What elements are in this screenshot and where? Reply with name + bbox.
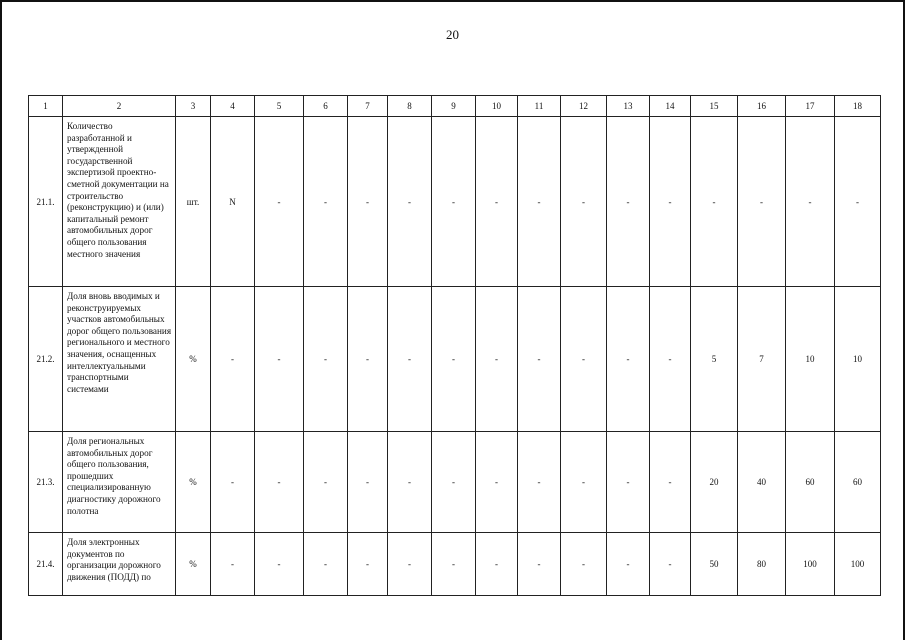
column-header-5: 5 [255,96,304,117]
indicator-description: Количество разработанной и утвержденной государственной экспертизой проектно-сметной документации на строительство (реконструкцию) и (или) капитальный ремонт автомобильных дорог общего пользования местного значения [63,117,176,287]
value-cell: - [348,117,388,287]
value-cell: - [432,533,476,596]
column-header-13: 13 [607,96,650,117]
unit-cell: % [176,533,211,596]
value-cell: - [255,533,304,596]
value-cell: - [388,533,432,596]
value-cell: - [304,287,348,432]
value-cell: - [255,287,304,432]
indicator-description: Доля электронных документов по организации дорожного движения (ПОДД) по [63,533,176,596]
column-header-1: 1 [29,96,63,117]
page-number: 20 [446,27,459,42]
table-row [29,432,881,533]
value-cell: - [432,117,476,287]
table-row [29,533,881,596]
value-cell: N [211,117,255,287]
row-number: 21.1. [29,117,63,287]
value-cell: - [607,117,650,287]
value-cell: - [432,432,476,533]
value-cell: - [348,533,388,596]
value-cell: - [388,432,432,533]
value-cell: - [304,432,348,533]
indicators-table [28,95,881,596]
column-header-9: 9 [432,96,476,117]
row-number: 21.3. [29,432,63,533]
value-cell: - [432,287,476,432]
value-cell: 20 [691,432,738,533]
column-header-15: 15 [691,96,738,117]
column-header-16: 16 [738,96,786,117]
indicator-description: Доля вновь вводимых и реконструируемых участков автомобильных дорог общего пользования регионального и местного значения, оснащенных интеллектуальными транспортными системами [63,287,176,432]
value-cell: - [738,117,786,287]
column-header-4: 4 [211,96,255,117]
value-cell: - [518,533,561,596]
value-cell: - [607,533,650,596]
value-cell: - [518,287,561,432]
value-cell: 10 [786,287,835,432]
value-cell: - [561,533,607,596]
value-cell: - [476,432,518,533]
value-cell: 50 [691,533,738,596]
column-header-7: 7 [348,96,388,117]
row-number: 21.4. [29,533,63,596]
column-header-12: 12 [561,96,607,117]
value-cell: - [561,287,607,432]
header-row [29,96,881,117]
value-cell: - [388,287,432,432]
column-header-6: 6 [304,96,348,117]
value-cell: 40 [738,432,786,533]
value-cell: - [476,533,518,596]
value-cell: - [211,287,255,432]
column-header-14: 14 [650,96,691,117]
column-header-8: 8 [388,96,432,117]
value-cell: - [255,432,304,533]
page-border-left [0,0,2,640]
value-cell: 100 [835,533,881,596]
column-header-10: 10 [476,96,518,117]
value-cell: 100 [786,533,835,596]
indicator-description: Доля региональных автомобильных дорог общего пользования, прошедших специализированную диагностику дорожного полотна [63,432,176,533]
column-header-11: 11 [518,96,561,117]
unit-cell: % [176,287,211,432]
value-cell: - [211,533,255,596]
column-header-18: 18 [835,96,881,117]
value-cell: - [835,117,881,287]
value-cell: - [518,117,561,287]
value-cell: 7 [738,287,786,432]
value-cell: 5 [691,287,738,432]
column-header-2: 2 [63,96,176,117]
value-cell: 60 [786,432,835,533]
value-cell: - [304,117,348,287]
value-cell: - [304,533,348,596]
value-cell: 60 [835,432,881,533]
value-cell: - [211,432,255,533]
value-cell: - [518,432,561,533]
value-cell: - [607,432,650,533]
column-header-17: 17 [786,96,835,117]
row-number: 21.2. [29,287,63,432]
value-cell: - [691,117,738,287]
value-cell: 10 [835,287,881,432]
value-cell: - [650,533,691,596]
table-row [29,117,881,287]
value-cell: - [786,117,835,287]
unit-cell: шт. [176,117,211,287]
value-cell: - [561,117,607,287]
value-cell: - [607,287,650,432]
table-row [29,287,881,432]
value-cell: - [650,432,691,533]
column-header-3: 3 [176,96,211,117]
value-cell: - [348,287,388,432]
page-border-top [0,0,905,2]
value-cell: - [650,117,691,287]
value-cell: - [650,287,691,432]
value-cell: 80 [738,533,786,596]
value-cell: - [476,117,518,287]
value-cell: - [476,287,518,432]
value-cell: - [348,432,388,533]
unit-cell: % [176,432,211,533]
value-cell: - [255,117,304,287]
value-cell: - [388,117,432,287]
value-cell: - [561,432,607,533]
